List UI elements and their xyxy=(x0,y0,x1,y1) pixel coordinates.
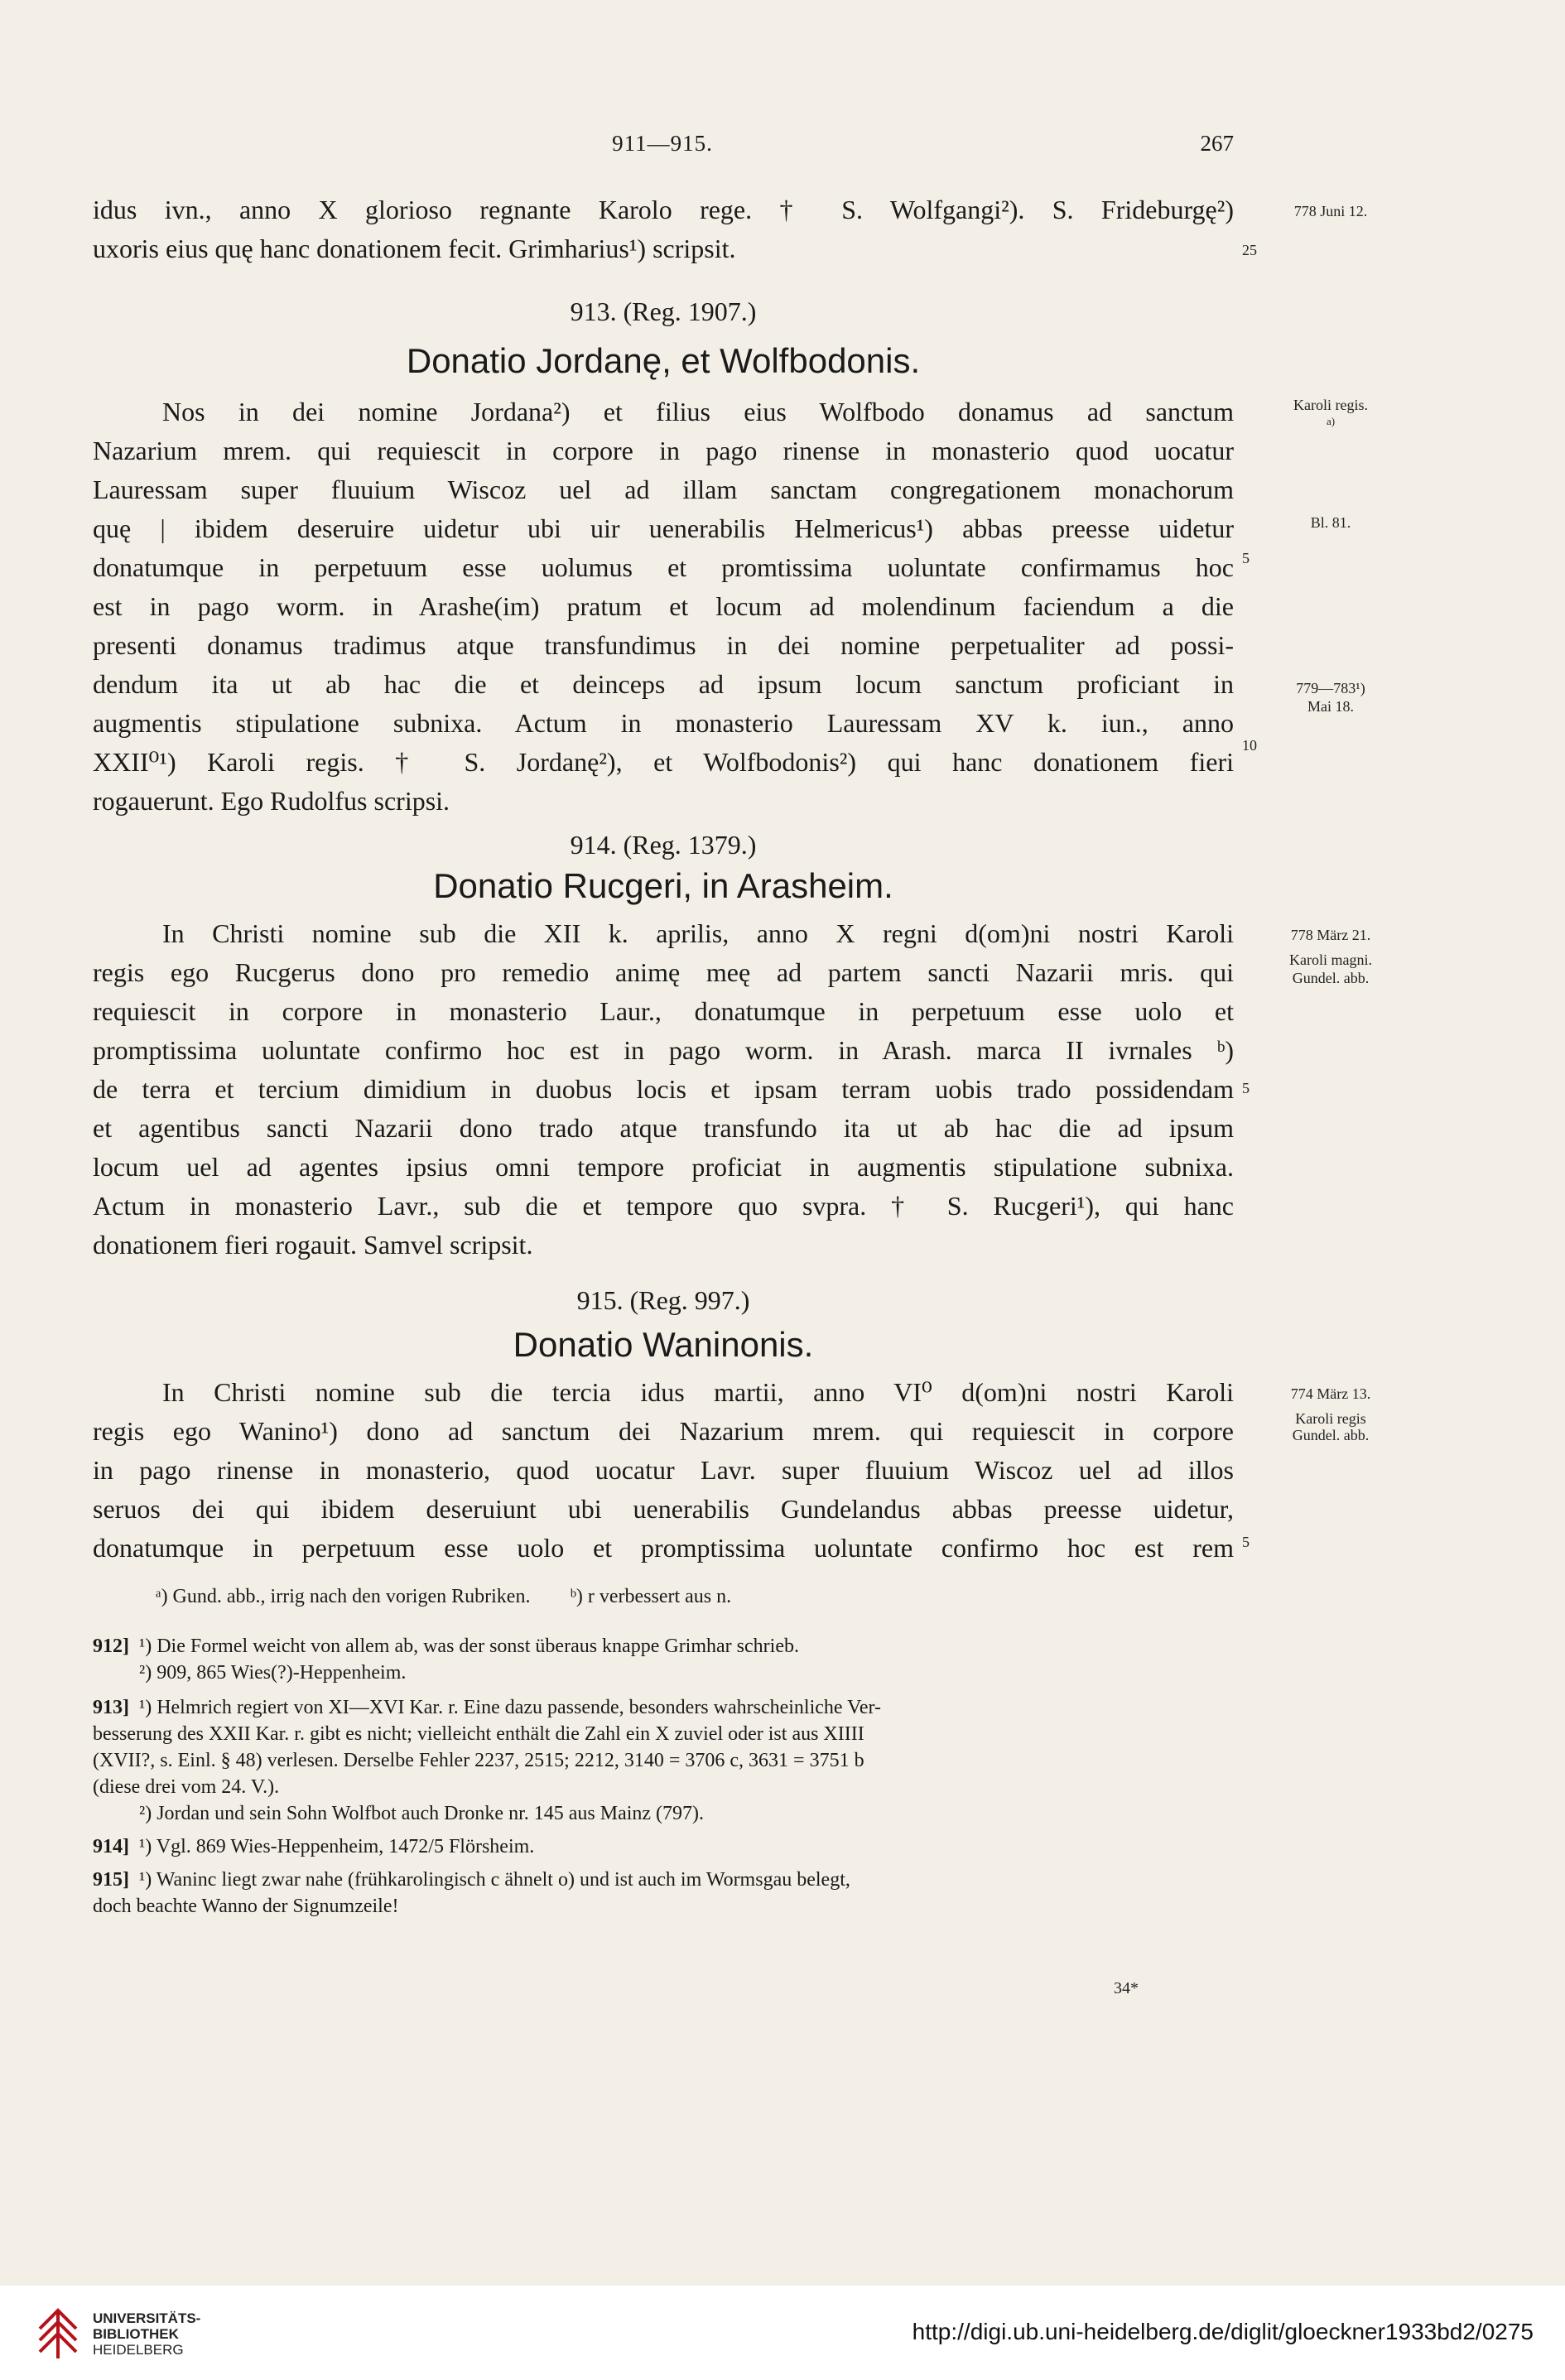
text-line: requiescit in corpore in monasterio Laur., donatumque in perpetuum esse uolo et xyxy=(93,996,1234,1026)
footnote-text: ²) Jordan und sein Sohn Wolfbot auch Dronke nr. 145 aus Mainz (797). xyxy=(139,1803,705,1824)
charter-text xyxy=(93,1373,1234,1568)
margin-note: 779—783¹) xyxy=(1296,680,1365,696)
charter-title: Donatio Waninonis. xyxy=(513,1325,814,1364)
text-line: Lauressam super fluuium Wiscoz uel ad illam sanctam congregationem monachorum xyxy=(93,475,1234,504)
margin-note: Gundel. abb. xyxy=(1292,970,1370,986)
footnote-text: ²) 909, 865 Wies(?)-Heppenheim. xyxy=(139,1662,407,1684)
text-line: Actum in monasterio Lavr., sub die et tempore quo svpra. † S. Rucgeri¹), qui hanc xyxy=(93,1191,1234,1221)
margin-note: 778 März 21. xyxy=(1290,927,1371,943)
charter-title: Donatio Rucgeri, in Arasheim. xyxy=(433,866,893,905)
footnote-text: ¹) Vgl. 869 Wies-Heppenheim, 1472/5 Flörsheim. xyxy=(139,1836,535,1857)
text-line: regis ego Rucgerus dono pro remedio animę meę ad partem sancti Nazarii mris. qui xyxy=(93,957,1234,987)
page-number: 267 xyxy=(1200,131,1234,156)
margin-note: Karoli regis xyxy=(1295,1410,1366,1427)
footnote-key: 914] xyxy=(93,1836,129,1857)
line-number: 5 xyxy=(1242,1534,1250,1550)
charter-text xyxy=(93,914,1234,1265)
footnote-text: besserung des XXII Kar. r. gibt es nicht; vielleicht enthält die Zahl ein X zuviel oder ist aus XIIII xyxy=(93,1723,864,1745)
apparatus-line: ᵃ) Gund. abb., irrig nach den vorigen Rubriken. ᵇ) r verbessert aus n. xyxy=(156,1586,732,1607)
line-number: 10 xyxy=(1242,737,1257,754)
running-head-range: 911—915. xyxy=(612,131,713,156)
margin-note: Mai 18. xyxy=(1307,698,1354,715)
text-line: donatumque in perpetuum esse uolumus et promtissima uoluntate confirmamus hoc xyxy=(93,552,1234,582)
library-line: BIBLIOTHEK xyxy=(93,2326,179,2342)
text-line: donatumque in perpetuum esse uolo et promptissima uoluntate confirmo hoc est rem xyxy=(93,1533,1234,1563)
text-line: Nos in dei nomine Jordana²) et filius eius Wolfbodo donamus ad sanctum xyxy=(162,397,1234,426)
text-line: uxoris eius quę hanc donationem fecit. Grimharius¹) scripsit. xyxy=(93,234,736,263)
text-line: rogauerunt. Ego Rudolfus scripsi. xyxy=(93,786,450,816)
margin-note: Gundel. abb. xyxy=(1292,1427,1370,1443)
permalink-url[interactable]: http://digi.ub.uni-heidelberg.de/diglit/gloeckner1933bd2/0275 xyxy=(912,2319,1534,2344)
library-line: UNIVERSITÄTS- xyxy=(93,2310,201,2326)
text-line: seruos dei qui ibidem deseruiunt ubi uenerabilis Gundelandus abbas preesse uidetur, xyxy=(93,1494,1234,1524)
footnotes xyxy=(93,1633,1234,1920)
line-number: 5 xyxy=(1242,1080,1250,1096)
footnote-key: 915] xyxy=(93,1869,129,1891)
footnote-key: 913] xyxy=(93,1697,129,1718)
margin-note: Karoli regis. xyxy=(1293,397,1368,413)
signature-mark: 34* xyxy=(1114,1979,1139,1997)
footnote-text: (XVII?, s. Einl. § 48) verlesen. Derselbe Fehler 2237, 2515; 2212, 3140 = 3706 c, 3631 = 3751 b xyxy=(93,1750,864,1771)
text-line: promptissima uoluntate confirmo hoc est in pago worm. in Arash. marca II ivrnales ᵇ) xyxy=(93,1035,1234,1065)
line-number: 5 xyxy=(1242,550,1250,566)
line-number: 25 xyxy=(1242,242,1257,258)
charter-title: Donatio Jordanę, et Wolfbodonis. xyxy=(406,341,921,380)
text-line: et agentibus sancti Nazarii dono trado atque transfundo ita ut ab hac die ad ipsum xyxy=(93,1113,1234,1143)
continuation-text xyxy=(93,190,1234,268)
footnote-text: ¹) Helmrich regiert von XI—XVI Kar. r. Eine dazu passende, besonders wahrscheinliche Ver- xyxy=(139,1697,881,1718)
library-line: HEIDELBERG xyxy=(93,2342,184,2358)
text-line: est in pago worm. in Arashe(im) pratum et locum ad molendinum faciendum a die xyxy=(93,591,1234,621)
margin-note: a) xyxy=(1326,415,1336,427)
text-line: dendum ita ut ab hac die et deinceps ad ipsum locum sanctum proficiant in xyxy=(93,669,1234,699)
footnote-text: ¹) Die Formel weicht von allem ab, was der sonst überaus knappe Grimhar schrieb. xyxy=(139,1636,799,1657)
text-line: augmentis stipulatione subnixa. Actum in monasterio Lauressam XV k. iun., anno xyxy=(93,708,1234,738)
text-line: donationem fieri rogauit. Samvel scripsit. xyxy=(93,1230,533,1260)
text-line: idus ivn., anno X glorioso regnante Karolo rege. † S. Wolfgangi²). S. Frideburgę²) xyxy=(93,195,1234,224)
text-line: quę | ibidem deseruire uidetur ubi uir uenerabilis Helmericus¹) abbas preesse uidetur xyxy=(93,513,1234,543)
margin-date: 778 Juni 12. xyxy=(1293,203,1368,219)
text-line: locum uel ad agentes ipsius omni tempore proficiat in augmentis stipulatione subnixa. xyxy=(93,1152,1234,1182)
charter-number: 915. (Reg. 997.) xyxy=(576,1285,750,1315)
text-line: In Christi nomine sub die XII k. aprilis, anno X regni d(om)ni nostri Karoli xyxy=(162,918,1234,948)
text-line: XXII⁰¹) Karoli regis. † S. Jordanę²), et Wolfbodonis²) qui hanc donationem fieri xyxy=(93,747,1234,777)
footnote-text: (diese drei vom 24. V.). xyxy=(93,1776,280,1798)
text-line: presenti donamus tradimus atque transfundimus in dei nomine perpetualiter ad possi- xyxy=(93,630,1234,660)
margin-note: 774 März 13. xyxy=(1290,1385,1371,1402)
text-line: in pago rinense in monasterio, quod uocatur Lavr. super fluuium Wiscoz uel ad illos xyxy=(93,1455,1234,1485)
charter-number: 913. (Reg. 1907.) xyxy=(570,296,757,326)
library-logo-icon xyxy=(33,2304,84,2362)
charter-text xyxy=(93,393,1234,821)
text-line: regis ego Wanino¹) dono ad sanctum dei Nazarium mrem. qui requiescit in corpore xyxy=(93,1416,1234,1446)
apparatus-notes xyxy=(93,1583,1234,1610)
margin-note: Bl. 81. xyxy=(1310,514,1351,531)
charter-number: 914. (Reg. 1379.) xyxy=(570,830,757,860)
footnote-key: 912] xyxy=(93,1636,129,1657)
footnote-text: doch beachte Wanno der Signumzeile! xyxy=(93,1896,399,1917)
library-name xyxy=(93,2310,200,2358)
text-line: de terra et tercium dimidium in duobus locis et ipsam terram uobis trado possidendam xyxy=(93,1074,1234,1104)
footnote-text: ¹) Waninc liegt zwar nahe (frühkarolingisch c ähnelt o) und ist auch im Wormsgau belegt, xyxy=(139,1869,850,1891)
margin-note: Karoli magni. xyxy=(1289,952,1372,968)
text-line: In Christi nomine sub die tercia idus martii, anno VI⁰ d(om)ni nostri Karoli xyxy=(162,1377,1234,1407)
text-line: Nazarium mrem. qui requiescit in corpore in pago rinense in monasterio quod uocatur xyxy=(93,436,1234,465)
